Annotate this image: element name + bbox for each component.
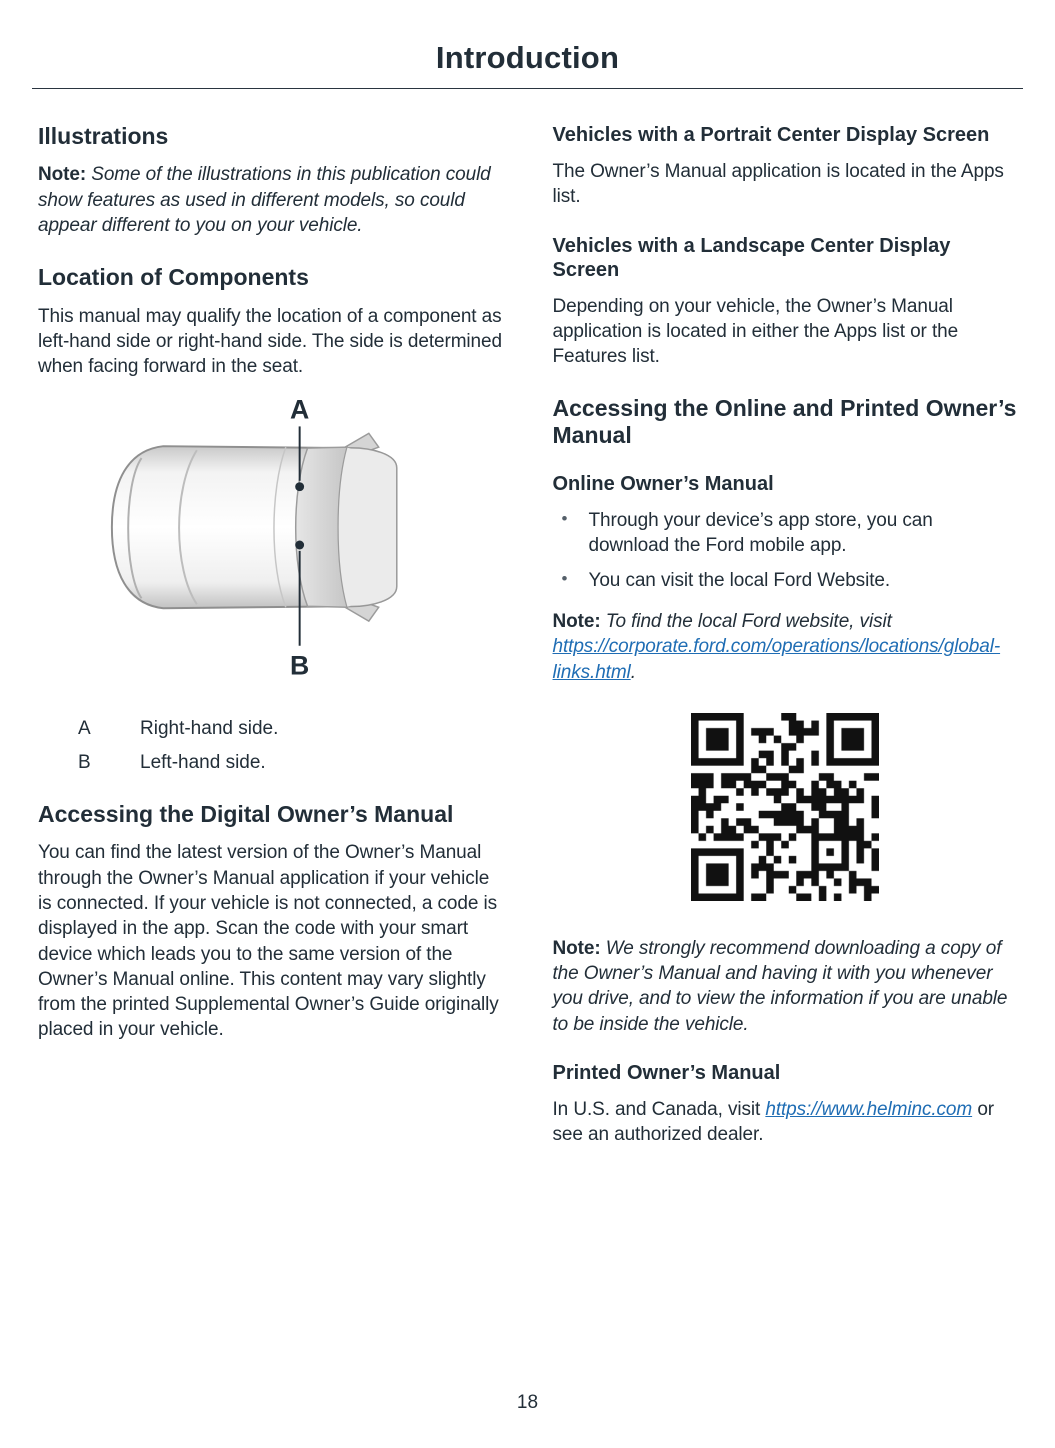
portrait-display-body: The Owner’s Manual application is located in the Apps list. <box>552 161 1004 208</box>
heading-digital-owners-manual: Accessing the Digital Owner’s Manual <box>38 801 454 827</box>
illustrations-note <box>38 162 503 238</box>
note-label: Note: <box>38 164 87 186</box>
qr-code-container <box>553 713 1018 906</box>
figure-label-a: A <box>290 395 310 425</box>
heading-online-printed-manual: Accessing the Online and Printed Owner’s Manual <box>552 395 1017 448</box>
heading-landscape-display: Vehicles with a Landscape Center Display Screen <box>552 234 951 281</box>
note-label: Note: <box>552 937 601 959</box>
right-column <box>553 121 1018 1163</box>
legend-row-b <box>38 750 503 775</box>
heading-location-of-components: Location of Components <box>38 264 309 291</box>
heading-printed-owners-manual: Printed Owner’s Manual <box>552 1061 781 1084</box>
vehicle-top-view-figure <box>38 395 503 700</box>
legend-value: Right-hand side. <box>140 718 279 740</box>
digital-manual-body: You can find the latest version of the Owner’s Manual through the Owner’s Manual application if your vehicle is connected. If your vehicle is not connected, a code is displayed in the app. Scan the code with your smart device which leads you to the same version of the Owner’s Manual online. This content may vary slightly from the printed Supplemental Owner’s Guide originally placed in your vehicle. <box>38 842 499 1041</box>
printed-body-before: In U.S. and Canada, visit <box>552 1098 761 1120</box>
heading-illustrations: Illustrations <box>38 123 169 149</box>
two-column-layout <box>38 89 1017 1163</box>
ford-website-note <box>553 609 1018 685</box>
car-roof <box>338 448 396 608</box>
qr-code <box>691 713 879 901</box>
legend-row-a <box>38 716 503 741</box>
helminc-url[interactable]: https://www.helminc.com <box>765 1098 973 1120</box>
legend-key: A <box>78 718 91 740</box>
location-body: This manual may qualify the location of a component as left-hand side or right-hand side. The side is determined when facing forward in the seat. <box>38 305 502 378</box>
note-text: Some of the illustrations in this publication could show features as used in different models, so could appear different to you on your vehicle. <box>38 164 491 236</box>
marker-dot-b <box>295 541 304 550</box>
note-label: Note: <box>552 611 601 632</box>
legend-value: Left-hand side. <box>140 751 266 773</box>
left-column <box>38 121 503 1163</box>
marker-dot-a <box>295 483 304 492</box>
legend-key: B <box>78 751 91 773</box>
note-text: We strongly recommend downloading a copy of the Owner’s Manual and having it with you whenever you drive, and to view the information if you are unable to be inside the vehicle. <box>552 937 1008 1035</box>
heading-portrait-display: Vehicles with a Portrait Center Display Screen <box>552 124 990 146</box>
bullet-text: You can visit the local Ford Website. <box>588 569 891 591</box>
list-item <box>553 508 1018 559</box>
printed-body-after: or see an authorized dealer. <box>552 1098 995 1146</box>
list-item <box>553 568 1018 593</box>
car-top-view-illustration <box>102 395 438 695</box>
printed-manual-body <box>553 1097 1018 1148</box>
page-number: 18 <box>516 1392 539 1413</box>
ford-global-links-url[interactable]: https://corporate.ford.com/operations/locations/global-links.html <box>552 636 1001 683</box>
note-text: To find the local Ford website, visit <box>605 611 892 632</box>
download-recommendation-note <box>553 936 1018 1037</box>
figure-label-b: B <box>290 650 310 681</box>
landscape-display-body: Depending on your vehicle, the Owner’s Manual application is located in either the Apps list or the Features list. <box>552 295 959 368</box>
page-title: Introduction <box>435 40 620 75</box>
figure-legend <box>38 716 503 775</box>
note-text-after: . <box>630 661 636 683</box>
online-manual-bullet-list <box>553 508 1018 593</box>
heading-online-owners-manual: Online Owner’s Manual <box>552 473 774 496</box>
bullet-text: Through your device’s app store, you can download the Ford mobile app. <box>588 510 933 557</box>
